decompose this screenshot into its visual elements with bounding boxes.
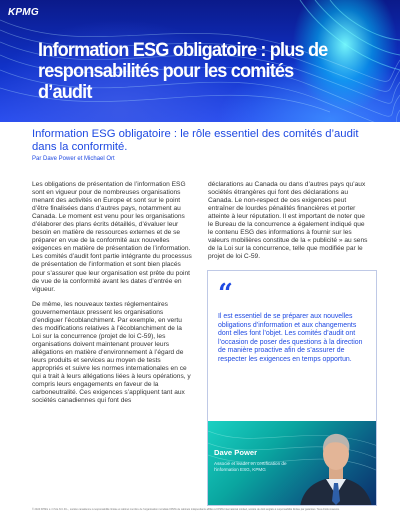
page-title-line-2: responsabilités pour les comités d’audit: [38, 60, 294, 103]
body-column-right: [208, 181, 370, 268]
header-banner: [0, 0, 400, 122]
article-authors: Par Dave Power et Michael Ort: [32, 156, 115, 162]
quote-author-role: Associé et leader en certification de l’information ESG, KPMG: [214, 461, 287, 472]
quote-author-name: Dave Power: [214, 448, 258, 457]
legal-footer: © 2024 KPMG s.r.l./S.E.N.C.R.L., société canadienne à responsabilité limitée et cabinet membre de l’organisation mondiale KPMG de cabinets indépendants affiliés à KPMG International Limited, société de droit anglais à responsabilité limitée par garanties. Tous droits réservés.: [32, 508, 340, 511]
quote-text: Il est essentiel de se préparer aux nouvelles obligations d’information et aux changements dont elles font l’objet. Les comités d’audit ont l’occasion de poser des questions à la direction de manière proactive afin de s’assurer de respecter les exigences en temps opportun.: [218, 313, 363, 363]
quote-mark-icon: “: [218, 279, 233, 309]
quote-card: [207, 270, 377, 506]
kpmg-logo: KPMG: [8, 7, 39, 18]
body-paragraph-1: Les obligations de présentation de l’information ESG sont en vigueur pour de nombreuses organisations menant des activités en Europe et sont sur le point d’être finalisées dans d’autres pays, notamment au Canada. Le moment est venu pour les organisations d’élaborer des plans écrits détaillés, d’évaluer leur besoin en matière de ressources externes et de se préparer en vue de la conformité aux nouvelles exigences en matière de présentation de l’information. Les comités d’audit font partie intégrante du processus de présentation de l’information et sont bien placés pour s’assurer que leur organisation est prête du point de vue de la conformité avant les dates d’entrée en vigueur.: [32, 181, 192, 293]
body-column-left: [32, 181, 192, 412]
article-subtitle: Information ESG obligatoire : le rôle essentiel des comités d’audit dans la conformité.: [32, 128, 359, 153]
author-portrait: [208, 421, 377, 506]
body-paragraph-3: déclarations au Canada ou dans d’autres pays qu’aux sociétés étrangères qui font des déclarations au Canada. Le non-respect de ces exigences peut entraîner de lourdes pénalités financières et porter atteinte à leur réputation. Il est important de noter que le Bureau de la concurrence a également indiqué que le contenu ESG des informations à fournir sur les valeurs mobilières constitue de la « publicité » au sens de la Loi sur la concurrence, telle que modifiée par le projet de loi C-59.: [208, 181, 368, 261]
page-title-line-1: Information ESG obligatoire : plus de: [38, 39, 328, 61]
page-title: [38, 40, 345, 103]
body-paragraph-2: De même, les nouveaux textes réglementaires gouvernementaux pressent les organisations d’endiguer l’écoblanchiment. Par exemple, en vertu des modifications relatives à l’écoblanchiment de la Loi sur la concurrence (projet de loi C-59), les organisations doivent maintenant prouver leurs allégations en matière d’environnement à l’égard de leurs produits et services au moyen de tests appropriés et suivre les normes internationales en ce qui a trait à leurs allégations liées à leurs opérations, y compris leurs engagements en faveur de la carboneutralité. Ces exigences s’appliquent tant aux sociétés canadiennes qui font des: [32, 300, 191, 405]
